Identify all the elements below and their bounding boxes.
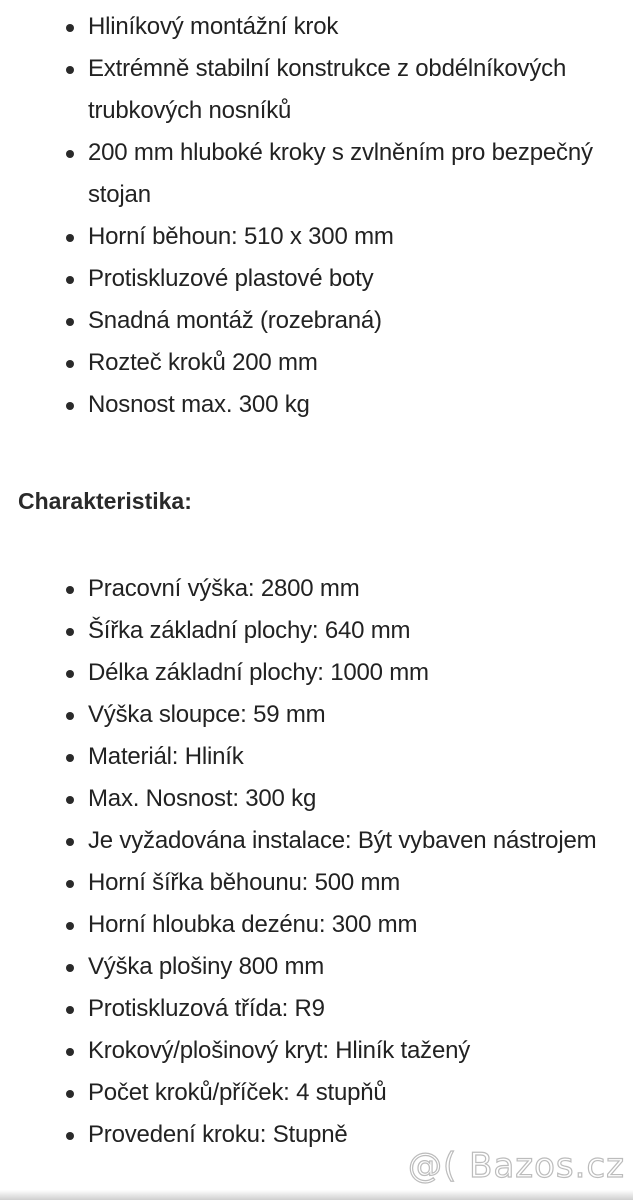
feature-text: Rozteč kroků 200 mm (88, 349, 318, 376)
bullet-icon (66, 796, 74, 804)
feature-text: Nosnost max. 300 kg (88, 391, 310, 418)
section-heading: Charakteristika: (18, 488, 192, 514)
list-item (88, 258, 613, 300)
feature-text: Extrémně stabilní konstrukce z obdélníkových trubkových nosníků (88, 55, 567, 124)
spec-text: Pracovní výška: 2800 mm (88, 575, 360, 602)
bullet-icon (66, 276, 74, 284)
list-item (88, 862, 613, 904)
bullet-icon (66, 964, 74, 972)
spec-text: Je vyžadována instalace: Být vybaven nástrojem (88, 827, 597, 854)
bullet-icon (66, 586, 74, 594)
list-item (88, 216, 613, 258)
bullet-icon (66, 1132, 74, 1140)
bullet-icon (66, 360, 74, 368)
bullet-icon (66, 838, 74, 846)
bullet-icon (66, 754, 74, 762)
bullet-icon (66, 1006, 74, 1014)
spec-text: Výška plošiny 800 mm (88, 953, 325, 980)
bullet-icon (66, 880, 74, 888)
spec-text: Protiskluzová třída: R9 (88, 995, 325, 1022)
list-item (88, 568, 613, 610)
bullet-icon (66, 628, 74, 636)
bullet-icon (66, 150, 74, 158)
spec-text: Horní hloubka dezénu: 300 mm (88, 911, 418, 938)
bullet-icon (66, 712, 74, 720)
bullet-icon (66, 1090, 74, 1098)
feature-text: 200 mm hluboké kroky s zvlněním pro bezpečný stojan (88, 139, 593, 208)
list-item (88, 946, 613, 988)
bullet-icon (66, 1048, 74, 1056)
list-item (88, 820, 613, 862)
spec-text: Délka základní plochy: 1000 mm (88, 659, 429, 686)
list-item (88, 1030, 613, 1072)
list-item (88, 988, 613, 1030)
spec-text: Počet kroků/příček: 4 stupňů (88, 1079, 387, 1106)
bullet-icon (66, 24, 74, 32)
feature-text: Horní běhoun: 510 x 300 mm (88, 223, 394, 250)
spec-text: Výška sloupce: 59 mm (88, 701, 326, 728)
list-item (88, 132, 613, 216)
specs-list (0, 568, 633, 1156)
bullet-icon (66, 66, 74, 74)
feature-text: Snadná montáž (rozebraná) (88, 307, 382, 334)
spec-text: Materiál: Hliník (88, 743, 244, 770)
list-item (88, 778, 613, 820)
bullet-icon (66, 318, 74, 326)
bullet-icon (66, 922, 74, 930)
bottom-shadow (0, 1190, 633, 1200)
list-item (88, 904, 613, 946)
feature-text: Hliníkový montážní krok (88, 13, 339, 40)
list-item (88, 6, 613, 48)
bullet-icon (66, 670, 74, 678)
list-item (88, 384, 613, 426)
features-list (0, 6, 633, 426)
list-item (88, 652, 613, 694)
list-item (88, 1072, 613, 1114)
spec-text: Provedení kroku: Stupně (88, 1121, 348, 1148)
spec-text: Max. Nosnost: 300 kg (88, 785, 317, 812)
feature-text: Protiskluzové plastové boty (88, 265, 374, 292)
bullet-icon (66, 402, 74, 410)
list-item (88, 342, 613, 384)
list-item (88, 610, 613, 652)
list-item (88, 736, 613, 778)
spec-text: Šířka základní plochy: 640 mm (88, 617, 411, 644)
bullet-icon (66, 234, 74, 242)
bazos-watermark: @( Bazos.cz (408, 1146, 625, 1186)
list-item (88, 48, 613, 132)
list-item (88, 300, 613, 342)
list-item (88, 694, 613, 736)
spec-text: Krokový/plošinový kryt: Hliník tažený (88, 1037, 471, 1064)
spec-text: Horní šířka běhounu: 500 mm (88, 869, 401, 896)
